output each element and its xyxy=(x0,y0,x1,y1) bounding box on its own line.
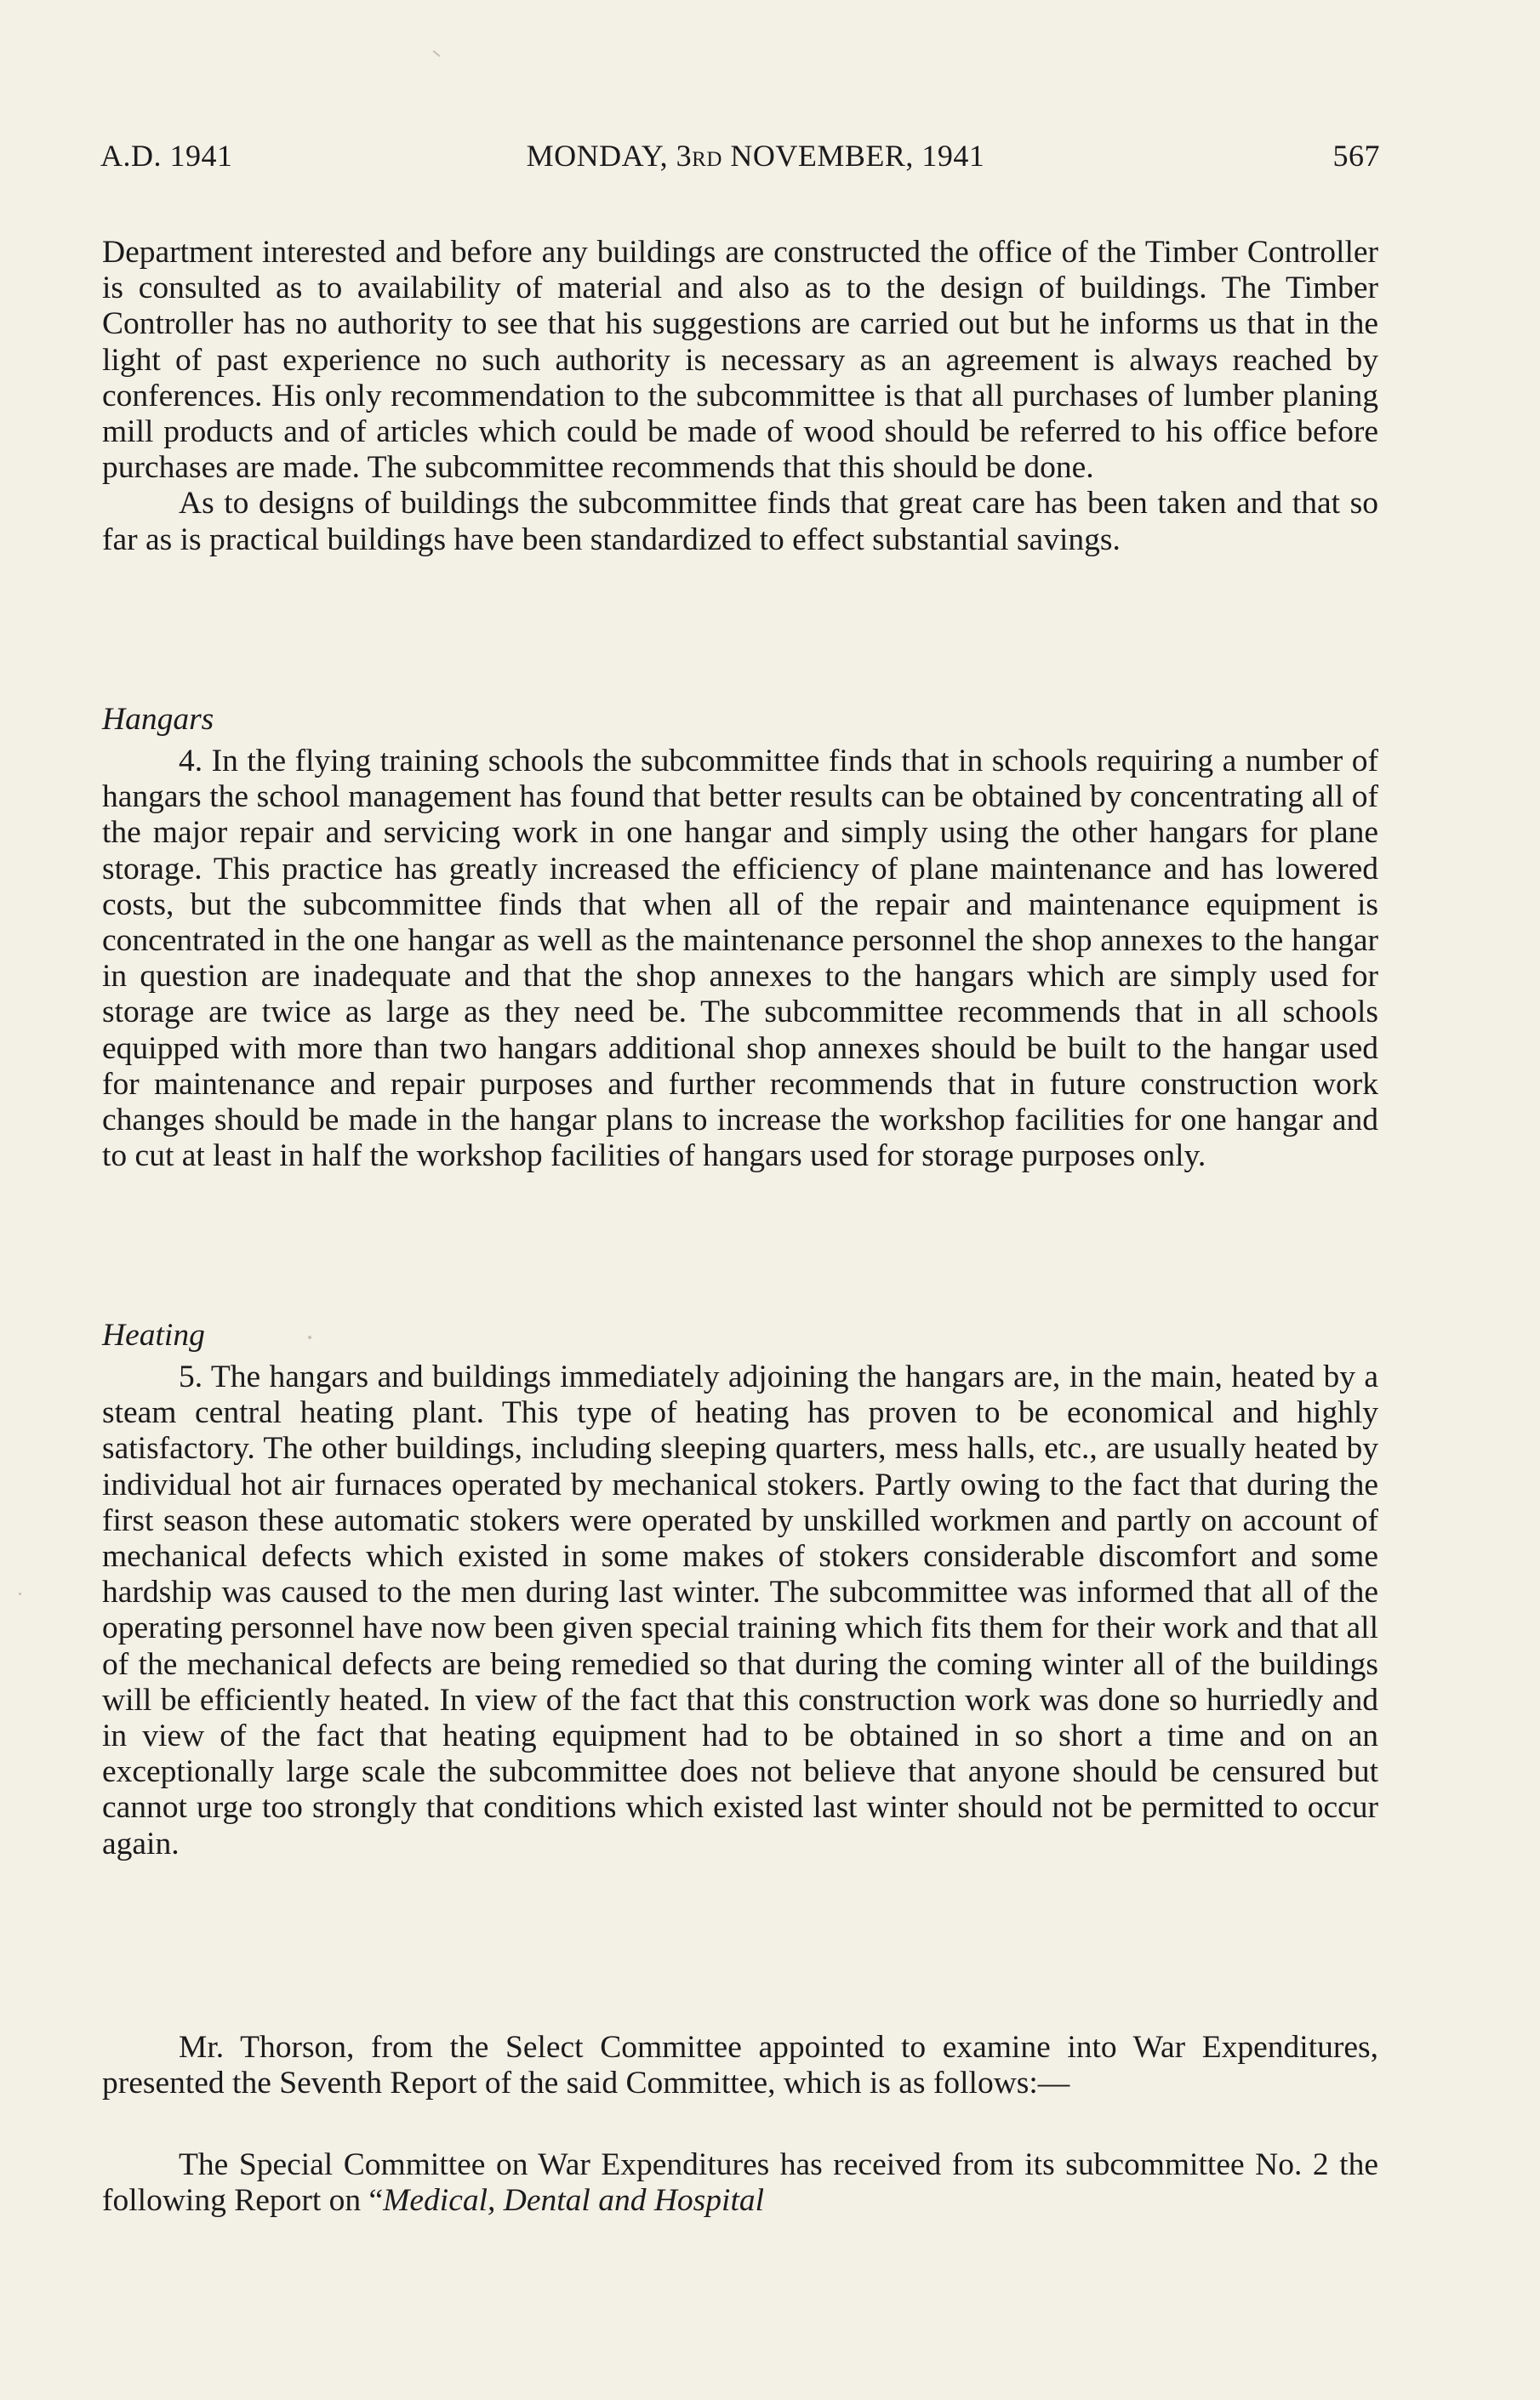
header-date-suffix: NOVEMBER, 1941 xyxy=(722,139,985,173)
paragraph-special-committee xyxy=(102,2147,1378,2219)
paragraph-timber-controller: Department interested and before any buildings are constructed the office of the Timber Controller is consulted as to availability of material and also as to the design of buildings. The Timber Controller has no authority to see that his suggestions are carried out but he informs us that in the light of past experience no such authority is necessary as an agreement is always reached by conferences. His only recommendation to the subcommittee is that all purchases of lumber planing mill products and of articles which could be made of wood should be referred to his office before purchases are made. The subcommittee recommends that this should be done. xyxy=(102,235,1378,486)
header-date-prefix: MONDAY, 3 xyxy=(526,139,693,173)
paragraph-thorson-report: Mr. Thorson, from the Select Committee appointed to examine into War Expenditures, presented the Seventh Report of the said Committee, which is as follows:— xyxy=(102,2030,1378,2101)
report-title-italic: Medical, Dental and Hospital xyxy=(383,2183,765,2219)
header-date-ordinal: rd xyxy=(692,139,722,173)
paper-speck xyxy=(308,1336,311,1339)
text-block-heating xyxy=(102,1360,1378,1862)
header-date xyxy=(441,138,1070,174)
paragraph-building-designs: As to designs of buildings the subcommittee finds that great care has been taken and that so far as is practical buildings have been standardized to effect substantial savings. xyxy=(102,486,1378,557)
section-heading-hangars: Hangars xyxy=(102,702,214,737)
paper-speck xyxy=(19,1593,21,1595)
special-committee-text: The Special Committee on War Expenditures has received from its subcommittee No. 2 the following Report on “ xyxy=(102,2147,1378,2219)
running-head xyxy=(100,138,1380,180)
text-block-report-intro xyxy=(102,2030,1378,2101)
page-number: 567 xyxy=(1332,139,1380,173)
paragraph-heating: 5. The hangars and buildings immediately adjoining the hangars are, in the main, heated by a steam central heating plant. This type of heating has proven to be economical and highly satisfactory. The other buildings, including sleeping quarters, mess halls, etc., are usually heated by individual hot air furnaces operated by mechanical stokers. Partly owing to the fact that during the first season these automatic stokers were operated by unskilled workmen and partly on account of mechanical defects which existed in some makes of stokers considerable discomfort and some hardship was caused to the men during last winter. The subcommittee was informed that all of the operating personnel have now been given special training which fits them for their work and that all of the mechanical defects are being remedied so that during the coming winter all of the buildings will be efficiently heated. In view of the fact that this construction work was done so hurriedly and in view of the fact that heating equipment had to be obtained in so short a time and on an exceptionally large scale the subcommittee does not believe that anyone should be censured but cannot urge too strongly that conditions which existed last winter should not be permitted to occur again. xyxy=(102,1360,1378,1861)
section-heading-heating: Heating xyxy=(102,1318,205,1353)
text-block-hangars xyxy=(102,744,1378,1174)
header-year: A.D. 1941 xyxy=(100,139,233,173)
text-block-intro xyxy=(102,235,1378,558)
paragraph-hangars: 4. In the flying training schools the subcommittee finds that in schools requiring a number of hangars the school management has found that better results can be obtained by concentrating all of the major repair and servicing work in one hangar and simply using the other hangars for plane storage. This practice has greatly increased the efficiency of plane maintenance and has lowered costs, but the subcommittee finds that when all of the repair and maintenance equipment is concentrated in the one hangar as well as the maintenance personnel the shop annexes to the hangar in question are inadequate and that the shop annexes to the hangars which are simply used for storage are twice as large as they need be. The subcommittee recommends that in all schools equipped with more than two hangars additional shop annexes should be built to the hangar used for maintenance and repair purposes and further recommends that in future construction work changes should be made in the hangar plans to increase the workshop facilities for one hangar and to cut at least in half the workshop facilities of hangars used for storage purposes only. xyxy=(102,744,1378,1174)
paper-speck xyxy=(433,50,441,57)
text-block-special-committee xyxy=(102,2147,1378,2219)
